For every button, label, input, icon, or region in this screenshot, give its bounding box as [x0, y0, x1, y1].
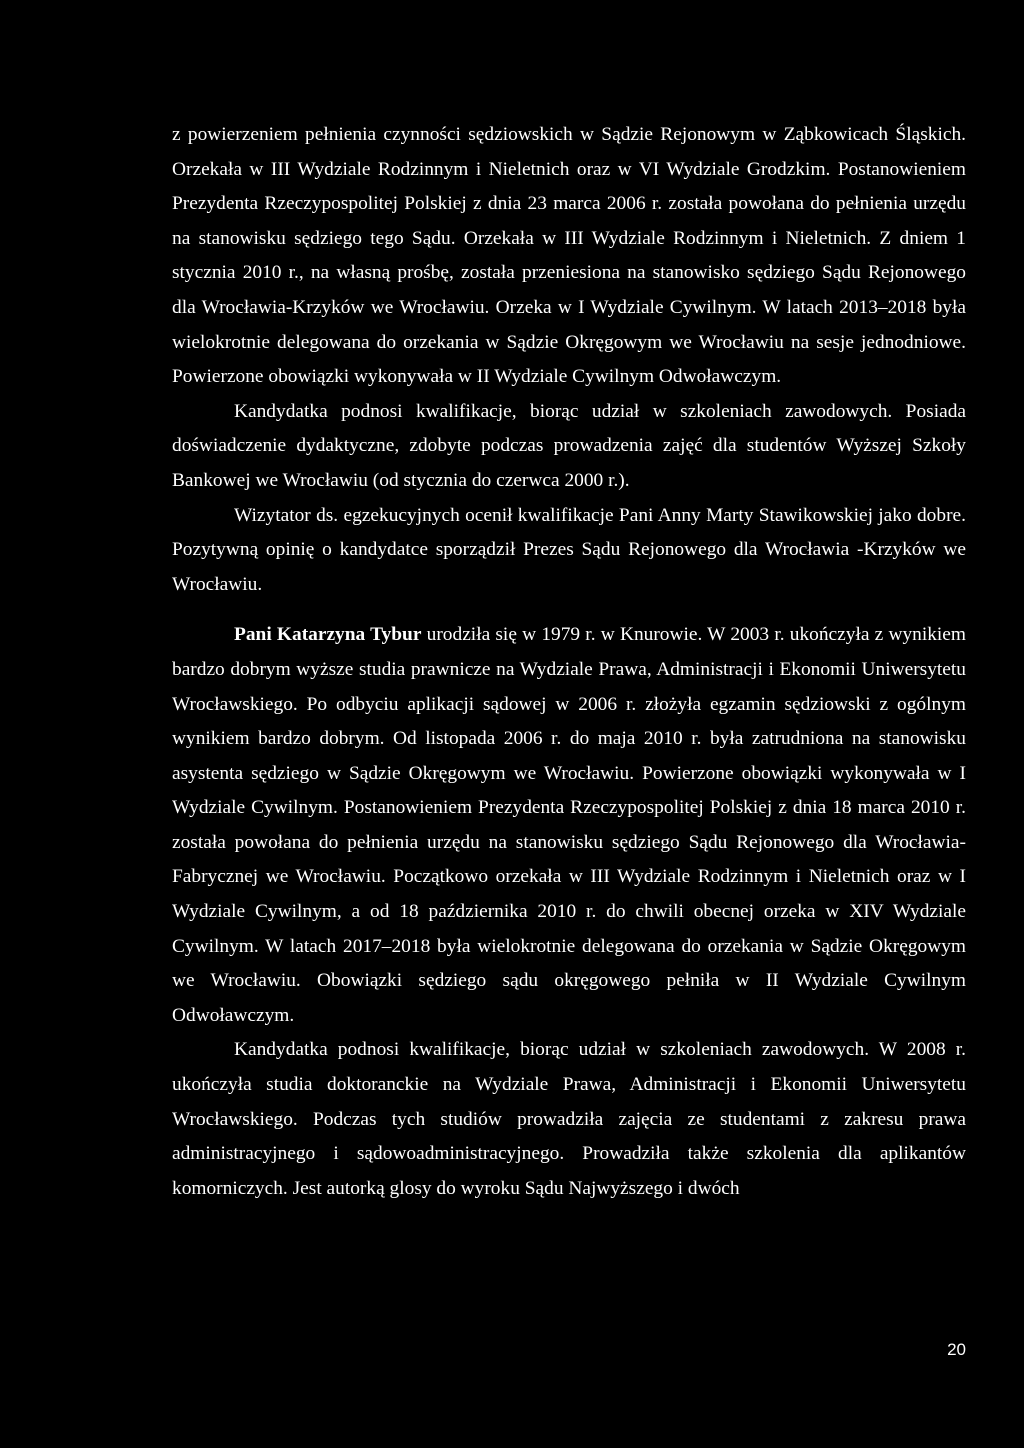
- candidate-bio-text: urodziła się w 1979 r. w Knurowie. W 2003 r. ukończyła z wynikiem bardzo dobrym wyższe studia prawnicze na Wydziale Prawa, Administracji i Ekonomii Uniwersytetu Wrocławskiego. Po odbyciu aplikacji sądowej w 2006 r. złożyła egzamin sędziowski z ogólnym wynikiem bardzo dobrym. Od listopada 2006 r. do maja 2010 r. była zatrudniona na stanowisku asystenta sędziego w Sądzie Okręgowym we Wrocławiu. Powierzone obowiązki wykonywała w I Wydziale Cywilnym. Postanowieniem Prezydenta Rzeczypospolitej Polskiej z dnia 18 marca 2010 r. została powołana do pełnienia urzędu na stanowisku sędziego Sądu Rejonowego dla Wrocławia-Fabrycznej we Wrocławiu. Początkowo orzekała w III Wydziale Rodzinnym i Nieletnich oraz w I Wydziale Cywilnym, a od 18 października 2010 r. do chwili obecnej orzeka w XIV Wydziale Cywilnym. W latach 2017–2018 była wielokrotnie delegowana do orzekania w Sądzie Okręgowym we Wrocławiu. Obowiązki sędziego sądu okręgowego pełniła w II Wydziale Cywilnym Odwoławczym.: [172, 624, 966, 1026]
- paragraph-qualifications-1: Kandydatka podnosi kwalifikacje, biorąc udział w szkoleniach zawodowych. Posiada doświadczenie dydaktyczne, zdobyte podczas prowadzenia zajęć dla studentów Wyższej Szkoły Bankowej we Wrocławiu (od stycznia do czerwca 2000 r.).: [172, 400, 966, 491]
- paragraph-candidate-bio: [172, 618, 966, 1033]
- paragraph-career-1: z powierzeniem pełnienia czynności sędziowskich w Sądzie Rejonowym w Ząbkowicach Śląskich. Orzekała w III Wydziale Rodzinnym i Nieletnich oraz w VI Wydziale Grodzkim. Postanowieniem Prezydenta Rzeczypospolitej Polskiej z dnia 23 marca 2006 r. została powołana do pełnienia urzędu na stanowisku sędziego tego Sądu. Orzekała w III Wydziale Rodzinnym i Nieletnich. Z dniem 1 stycznia 2010 r., na własną prośbę, została przeniesiona na stanowisko sędziego Sądu Rejonowego dla Wrocławia-Krzyków we Wrocławiu. Orzeka w I Wydziale Cywilnym. W latach 2013–2018 była wielokrotnie delegowana do orzekania w Sądzie Okręgowym we Wrocławiu na sesje jednodniowe. Powierzone obowiązki wykonywała w II Wydziale Cywilnym Odwoławczym.: [172, 124, 966, 388]
- document-body: [172, 118, 966, 1206]
- candidate-name: Pani Katarzyna Tybur: [234, 624, 422, 646]
- paragraph-qualifications-2: Kandydatka podnosi kwalifikacje, biorąc udział w szkoleniach zawodowych. W 2008 r. ukończyła studia doktoranckie na Wydziale Prawa, Administracji i Ekonomii Uniwersytetu Wrocławskiego. Podczas tych studiów prowadziła zajęcia ze studentami z zakresu prawa administracyjnego i sądowoadministracyjnego. Prowadziła także szkolenia dla aplikantów komorniczych. Jest autorką glosy do wyroku Sądu Najwyższego i dwóch: [172, 1039, 966, 1199]
- paragraph-evaluation-1: Wizytator ds. egzekucyjnych ocenił kwalifikacje Pani Anny Marty Stawikowskiej jako dobre. Pozytywną opinię o kandydatce sporządził Prezes Sądu Rejonowego dla Wrocławia -Krzyków we Wrocławiu.: [172, 504, 966, 595]
- page-number: 20: [947, 1340, 966, 1359]
